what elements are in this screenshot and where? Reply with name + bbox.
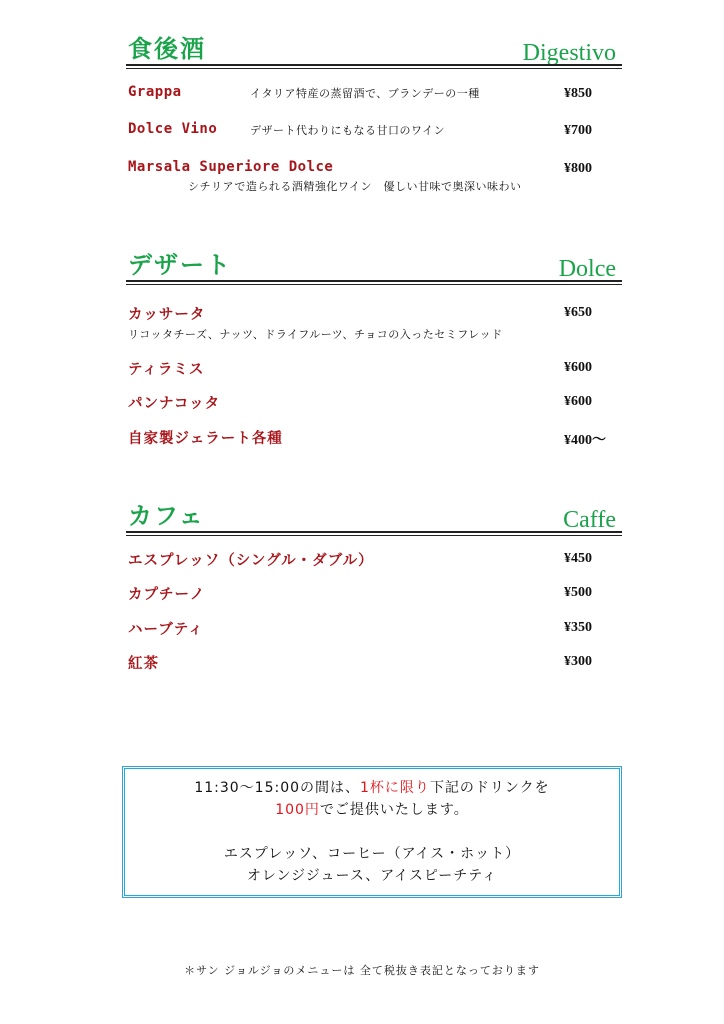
item-name: パンナコッタ	[128, 396, 221, 412]
lunch-drink-notice	[122, 766, 622, 898]
section-caffe	[126, 501, 622, 672]
item-name: エスプレッソ（シングル・ダブル）	[128, 553, 374, 569]
notice-text: オレンジジュース、アイスピーチティ	[246, 868, 498, 884]
notice-text: 下記のドリンクを	[429, 780, 550, 796]
item-price: ¥500	[564, 585, 592, 600]
section-header	[126, 250, 622, 280]
item-desc: デザート代わりにもなる甘口のワイン	[250, 124, 446, 137]
section-title-it: Dolce	[558, 256, 616, 282]
section-header	[126, 34, 622, 64]
notice-text: エスプレッソ、コーヒー（アイス・ホット）	[223, 846, 521, 862]
divider	[126, 284, 622, 285]
item-name: 自家製ジェラート各種	[128, 431, 283, 447]
notice-line	[125, 865, 619, 887]
section-dolce	[126, 250, 622, 448]
item-desc: シチリアで造られる酒精強化ワイン 優しい甘味で奥深い味わい	[188, 180, 522, 193]
notice-text: でご提供いたします。	[319, 802, 469, 818]
item-price: ¥300	[564, 654, 592, 669]
section-title-jp: デザート	[128, 251, 232, 279]
item-name: ティラミス	[128, 362, 205, 378]
section-title-jp: カフェ	[128, 502, 205, 530]
section-title-it: Caffe	[563, 507, 616, 533]
notice-line	[125, 799, 619, 821]
item-price: ¥850	[564, 86, 592, 101]
section-title-jp: 食後酒	[128, 35, 206, 63]
item-name: Dolce Vino	[128, 121, 218, 137]
item-price: ¥450	[564, 551, 592, 566]
divider	[126, 531, 622, 533]
divider	[126, 64, 622, 66]
divider	[126, 280, 622, 282]
notice-highlight: 100円	[275, 802, 320, 818]
item-price: ¥650	[564, 305, 592, 320]
section-digestivo	[126, 34, 622, 193]
item-name: Grappa	[128, 84, 182, 100]
divider	[126, 535, 622, 536]
item-name: ハーブティ	[128, 622, 204, 638]
notice-highlight: 1杯に限り	[360, 780, 430, 796]
item-name: カプチーノ	[128, 587, 206, 603]
item-price: ¥600	[564, 394, 592, 409]
notice-text: 11:30～15:00の間は、	[194, 780, 361, 796]
section-title-it: Digestivo	[522, 40, 616, 66]
item-name: カッサータ	[128, 307, 206, 323]
item-name: Marsala Superiore Dolce	[128, 159, 334, 175]
item-price: ¥600	[564, 360, 592, 375]
item-price: ¥800	[564, 161, 592, 176]
divider	[126, 68, 622, 69]
item-price: ¥350	[564, 620, 592, 635]
item-price: ¥400～	[564, 433, 606, 448]
item-desc: イタリア特産の蒸留酒で、ブランデーの一種	[250, 87, 480, 100]
notice-line	[125, 777, 619, 799]
notice-line	[125, 843, 619, 865]
tax-note: ＊サン ジョルジョのメニューは 全て税抜き表記となっております	[184, 964, 540, 977]
section-header	[126, 501, 622, 531]
item-name: 紅茶	[128, 656, 159, 672]
item-desc: リコッタチーズ、ナッツ、ドライフルーツ、チョコの入ったセミフレッド	[128, 328, 503, 341]
item-price: ¥700	[564, 123, 592, 138]
